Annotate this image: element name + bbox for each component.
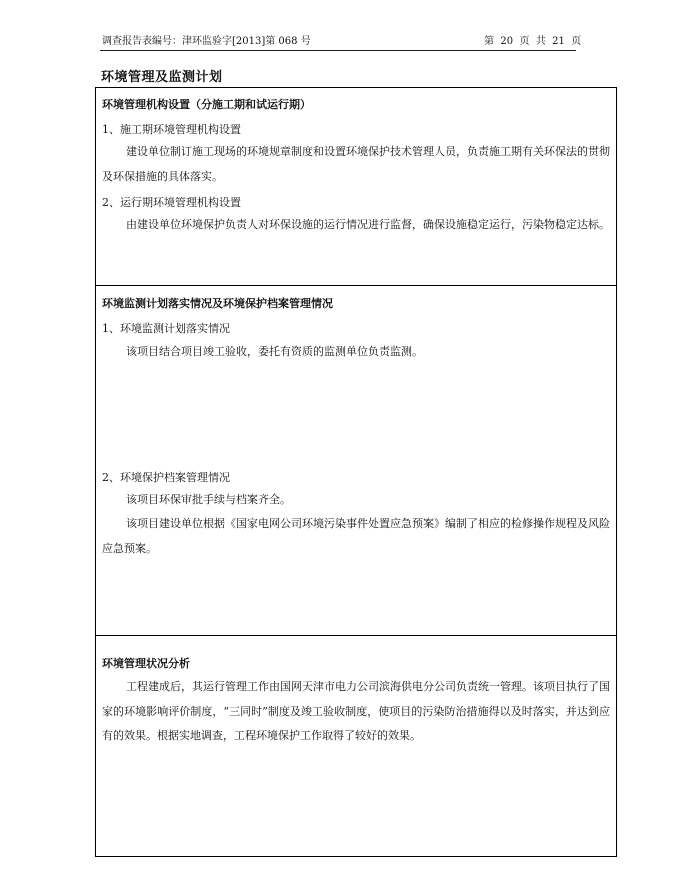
section-title: 环境管理状况分析 [102,657,190,670]
section-management-organization [95,87,617,286]
paragraph: 该项目结合项目竣工验收，委托有资质的监测单位负责监测。 [126,345,423,358]
section-title: 环境管理机构设置（分施工期和试运行期） [102,98,311,111]
subsection-heading: 2、环境保护档案管理情况 [102,471,230,484]
paragraph: 建设单位制订施工现场的环境规章制度和设置环境保护技术管理人员，负责施工期有关环保法的贯彻及环保措施的具体落实。 [102,145,610,183]
subsection-heading: 2、运行期环境管理机构设置 [102,196,241,209]
report-number: 调查报告表编号：津环监验字[2013]第 068 号 [102,36,311,47]
section-title: 环境监测计划落实情况及环境保护档案管理情况 [102,297,333,310]
paragraph: 工程建成后，其运行管理工作由国网天津市电力公司滨海供电分公司负责统一管理。该项目执行了国家的环境影响评价制度，“三同时”制度及竣工验收制度，使项目的污染防治措施得以及时落实，并达到应有的效果。根据实地调查，工程环境保护工作取得了较好的效果。 [102,680,610,742]
subsection-heading: 1、环境监测计划落实情况 [102,322,230,335]
subsection-heading: 1、施工期环境管理机构设置 [102,123,241,136]
paragraph: 该项目建设单位根据《国家电网公司环境污染事件处置应急预案》编制了相应的检修操作规程及风险应急预案。 [102,517,610,555]
paragraph: 由建设单位环境保护负责人对环保设施的运行情况进行监督，确保设施稳定运行，污染物稳定达标。 [126,218,610,231]
page-header [100,34,582,51]
page-number: 第 20 页 共 21 页 [484,36,582,47]
paragraph: 该项目环保审批手续与档案齐全。 [126,493,291,506]
page-title: 环境管理及监测计划 [101,70,223,85]
section-monitoring-archives [95,286,617,636]
section-management-analysis [95,636,617,857]
